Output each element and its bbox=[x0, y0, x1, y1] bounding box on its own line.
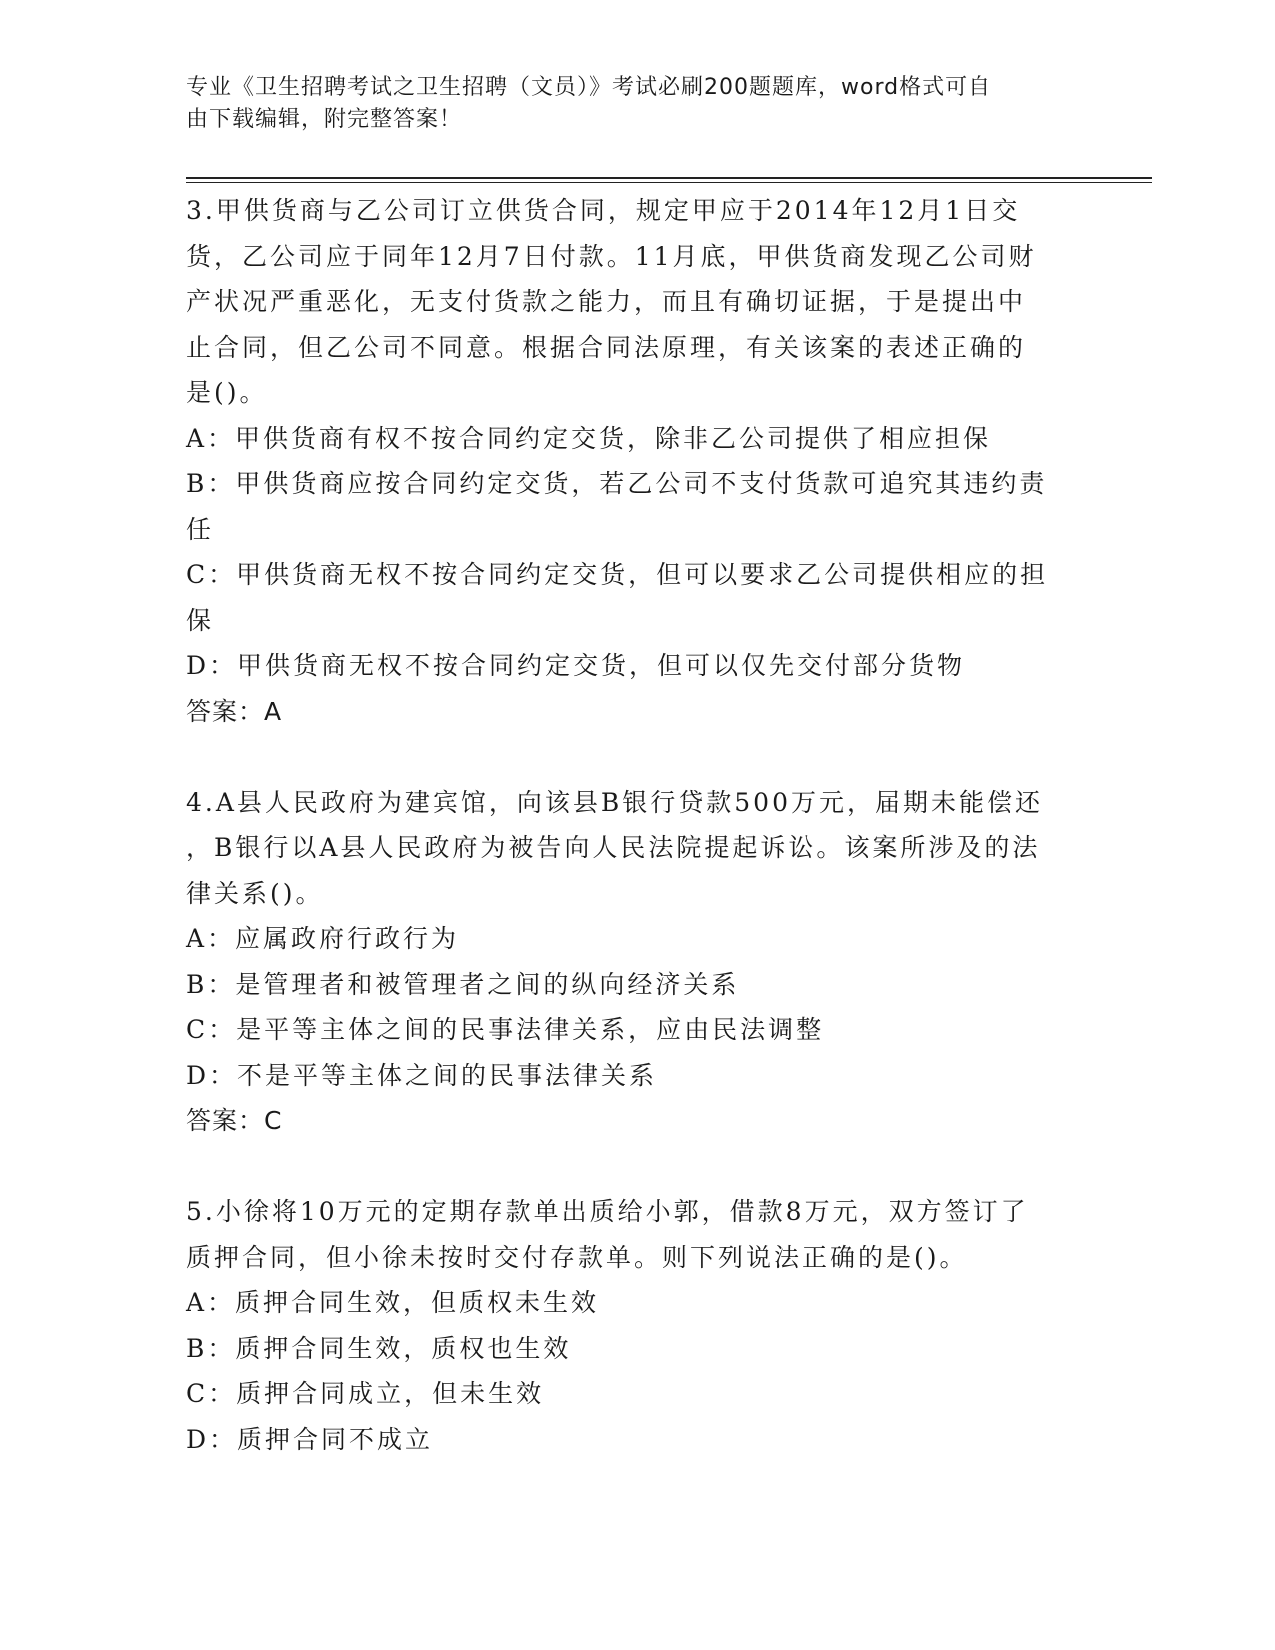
option-c: C：是平等主体之间的民事法律关系，应由民法调整 bbox=[186, 1015, 825, 1044]
option-b: B：甲供货商应按合同约定交货，若乙公司不支付货款可追究其违约责 bbox=[186, 469, 1048, 498]
option-d: D：质押合同不成立 bbox=[186, 1424, 434, 1454]
spacer bbox=[186, 1144, 1086, 1190]
question-stem-line: 3.甲供货商与乙公司订立供货合同，规定甲应于2014年12月1日交 bbox=[186, 196, 1021, 225]
header-divider-thick bbox=[186, 177, 1152, 179]
answer-label: 答案：A bbox=[186, 696, 283, 726]
option-c-cont: 保 bbox=[186, 605, 215, 635]
question-stem-line: 货，乙公司应于同年12月7日付款。11月底，甲供货商发现乙公司财 bbox=[186, 241, 1037, 271]
header-divider-thin bbox=[186, 182, 1152, 183]
document-header bbox=[186, 72, 1066, 136]
option-c: C：甲供货商无权不按合同约定交货，但可以要求乙公司提供相应的担 bbox=[186, 560, 1049, 589]
header-line-2: 由下载编辑，附完整答案！ bbox=[186, 107, 463, 132]
question-stem-line: 质押合同，但小徐未按时交付存款单。则下列说法正确的是()。 bbox=[186, 1242, 968, 1272]
option-a: A：质押合同生效，但质权未生效 bbox=[186, 1288, 600, 1317]
question-stem-line: 5.小徐将10万元的定期存款单出质给小郭，借款8万元，双方签订了 bbox=[186, 1197, 1029, 1226]
option-c: C：质押合同成立，但未生效 bbox=[186, 1379, 545, 1408]
option-b-cont: 任 bbox=[186, 514, 215, 544]
question-4 bbox=[186, 780, 1086, 1144]
header-line-1: 专业《卫生招聘考试之卫生招聘（文员）》考试必刷200题题库，word格式可自 bbox=[186, 75, 992, 100]
spacer bbox=[186, 734, 1086, 780]
question-stem-line: 4.A县人民政府为建宾馆，向该县B银行贷款500万元，届期未能偿还 bbox=[186, 787, 1043, 817]
question-5 bbox=[186, 1189, 1086, 1462]
question-stem-line: 止合同，但乙公司不同意。根据合同法原理，有关该案的表述正确的 bbox=[186, 332, 1027, 362]
option-a: A：应属政府行政行为 bbox=[186, 924, 460, 953]
option-b: B：质押合同生效，质权也生效 bbox=[186, 1333, 572, 1363]
option-b: B：是管理者和被管理者之间的纵向经济关系 bbox=[186, 969, 740, 999]
question-stem-line: 产状况严重恶化，无支付货款之能力，而且有确切证据，于是提出中 bbox=[186, 287, 1027, 316]
option-a: A：甲供货商有权不按合同约定交货，除非乙公司提供了相应担保 bbox=[186, 423, 992, 453]
option-d: D：不是平等主体之间的民事法律关系 bbox=[186, 1060, 658, 1090]
question-stem-line: 是()。 bbox=[186, 378, 268, 407]
question-list bbox=[186, 188, 1086, 1462]
answer-label: 答案：C bbox=[186, 1106, 283, 1135]
question-3 bbox=[186, 188, 1086, 734]
question-stem-line: ，B银行以A县人民政府为被告向人民法院提起诉讼。该案所涉及的法 bbox=[186, 833, 1041, 862]
question-stem-line: 律关系()。 bbox=[186, 878, 324, 908]
option-d: D：甲供货商无权不按合同约定交货，但可以仅先交付部分货物 bbox=[186, 651, 966, 680]
